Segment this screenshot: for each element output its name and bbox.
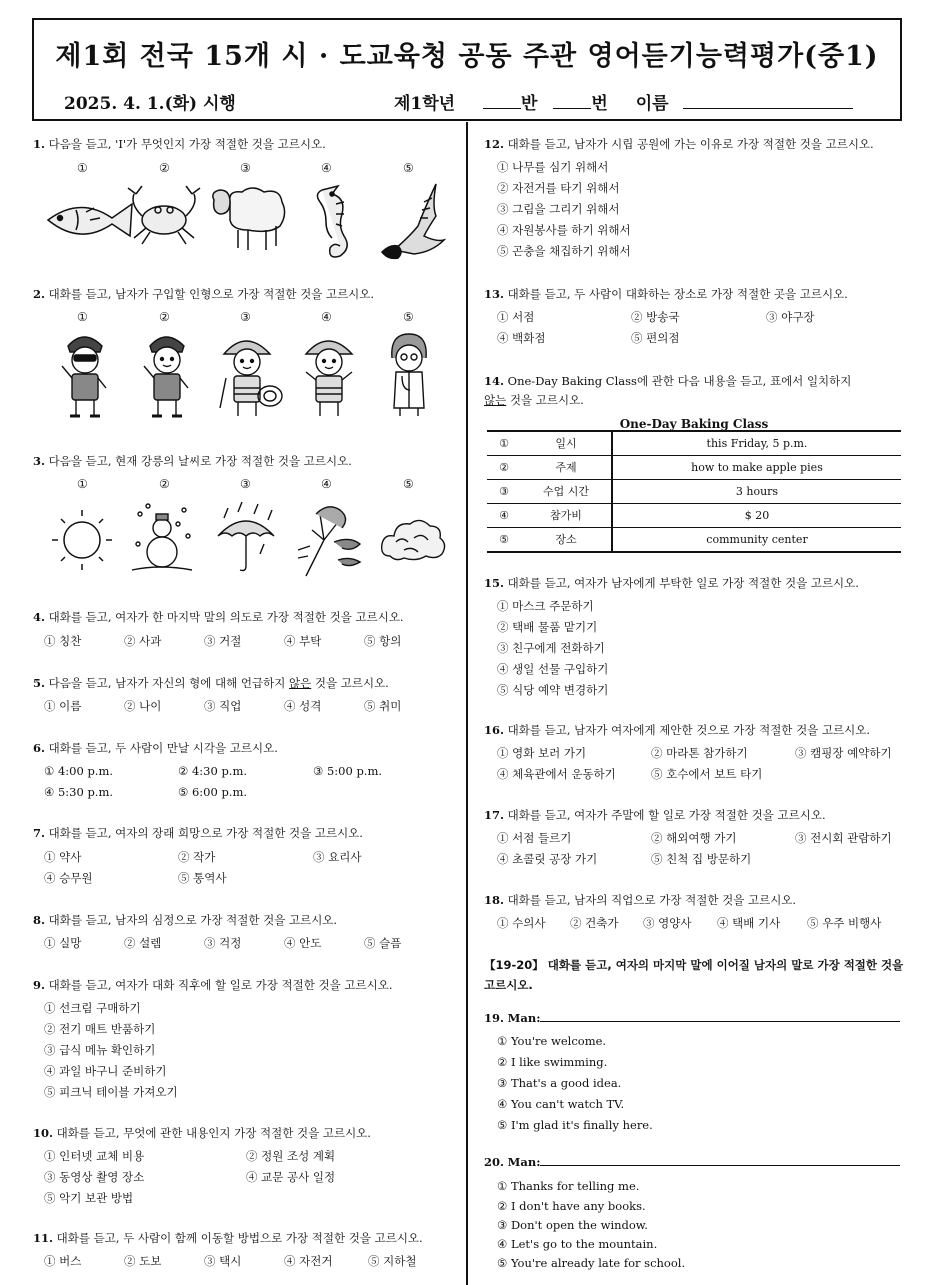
question-12: 12. 대화를 듣고, 남자가 시립 공원에 가는 이유로 가장 적절한 것을 고르시오. [484,137,874,151]
firefighter-doll-icon[interactable] [306,341,352,416]
question-text: 대화를 듣고, 남자가 여자에게 제안한 것으로 가장 적절한 것을 고르시오. [507,723,871,737]
option[interactable]: ④ 생일 선물 구입하기 [497,662,609,676]
option[interactable]: ④ 초콜릿 공장 가기 [497,852,598,866]
question-text: 대화를 듣고, 두 사람이 대화하는 장소로 가장 적절한 곳을 고르시오. [507,287,848,301]
rainy-umbrella-icon[interactable] [218,502,274,571]
question-19: 19. Man: [484,1011,541,1025]
option[interactable]: ⑤ 6:00 p.m. [178,785,248,799]
question-text: 대화를 듣고, 여자가 대화 직후에 할 일로 가장 적절한 것을 고르시오. [48,978,393,992]
choice-mark[interactable]: ⑤ [403,310,414,324]
option[interactable]: ⑤ I'm glad it's finally here. [497,1118,653,1132]
question-7: 7. 대화를 듣고, 여자의 장래 희망으로 가장 적절한 것을 고르시오. [33,826,363,840]
option[interactable]: ⑤ 우주 비행사 [807,916,882,930]
question-text: 대화를 듣고, 남자의 직업으로 가장 적절한 것을 고르시오. [507,893,797,907]
speaker-label: Man: [507,1155,541,1169]
option[interactable]: ④ 안도 [284,936,322,950]
question-text: 대화를 듣고, 여자가 한 마지막 말의 의도로 가장 적절한 것을 고르시오. [48,610,404,624]
question-18: 18. 대화를 듣고, 남자의 직업으로 가장 적절한 것을 고르시오. [484,893,797,907]
option[interactable]: ④ 교문 공사 일정 [246,1170,336,1184]
choice-mark[interactable]: ③ [240,477,251,491]
table-cell-label: 참가비 [521,504,612,528]
table-cell-label: 주제 [521,456,612,480]
police-doll-icon[interactable] [144,337,188,416]
option[interactable]: ⑤ 피크닉 테이블 가져오기 [44,1085,178,1099]
option[interactable]: ① You're welcome. [497,1034,607,1048]
table-title: One-Day Baking Class [619,417,769,431]
choice-mark[interactable]: ④ [321,477,332,491]
column-divider [466,122,468,1285]
choice-mark[interactable]: ② [159,477,170,491]
table-row[interactable] [487,504,901,528]
choice-mark[interactable]: ⑤ [403,477,414,491]
question-14: 14. One-Day Baking Class에 관한 다음 내용을 듣고, 표에서 일치하지 [484,374,852,388]
option[interactable]: ⑤ You're already late for school. [497,1256,686,1270]
table-row[interactable] [487,431,901,456]
choice-mark[interactable]: ③ [240,310,251,324]
option[interactable]: ④ 성격 [284,699,322,713]
question-text: 대화를 듣고, 무엇에 관한 내용인지 가장 적절한 것을 고르시오. [56,1126,371,1140]
exam-title: 제1회 전국 15개 시 · 도교육청 공동 주관 영어듣기능력평가(중1) [55,41,879,72]
table-row[interactable] [487,528,901,553]
speaker-label: Man: [507,1011,541,1025]
option[interactable]: ② 정원 조성 계획 [246,1149,336,1163]
question-14-line2: 않는 것을 고르시오. [484,393,584,407]
option[interactable]: ① 실망 [44,936,82,950]
answer-line[interactable] [540,1021,900,1022]
question-1 [33,134,326,154]
option[interactable]: ③ 그림을 그리기 위해서 [497,202,620,216]
exam-header [32,18,902,121]
option[interactable]: ④ 자전거 [284,1254,333,1268]
option[interactable]: ① 인터넷 교체 비용 [44,1149,145,1163]
name-field[interactable] [683,94,853,109]
option[interactable]: ⑤ 곤충을 채집하기 위해서 [497,244,631,258]
option[interactable]: ③ 야구장 [766,310,815,324]
option[interactable]: ③ 요리사 [313,850,362,864]
option[interactable]: ② 마라톤 참가하기 [651,746,748,760]
windy-icon[interactable] [298,507,360,576]
option[interactable]: ③ 5:00 p.m. [313,764,383,778]
question-5: 5. 다음을 듣고, 남자가 자신의 형에 대해 언급하지 않은 것을 고르시오. [33,676,389,690]
eagle-icon[interactable] [382,184,444,258]
option[interactable]: ① 약사 [44,850,82,864]
police-doll-sunglasses-icon[interactable] [62,337,106,416]
option[interactable]: ① 칭찬 [44,634,82,648]
question-17: 17. 대화를 듣고, 여자가 주말에 할 일로 가장 적절한 것을 고르시오. [484,808,826,822]
choice-mark[interactable]: ⑤ [403,161,414,175]
choice-mark[interactable]: ② [159,161,170,175]
table-cell-mark: ⑤ [487,528,521,553]
question-text: 대화를 듣고, 두 사람이 만날 시각을 고르시오. [48,741,278,755]
table-cell-value: how to make apple pies [612,456,901,480]
option[interactable]: ⑤ 통역사 [178,871,227,885]
exam-date: 2025. 4. 1.(화) 시행 [64,94,236,114]
class-field[interactable] [483,94,521,109]
option[interactable]: ⑤ 악기 보관 방법 [44,1191,134,1205]
choice-mark[interactable]: ③ [240,161,251,175]
fish-icon[interactable] [48,204,132,236]
seahorse-icon[interactable] [317,186,347,257]
option[interactable]: ⑤ 취미 [364,699,402,713]
option[interactable]: ④ You can't watch TV. [497,1097,625,1111]
option[interactable]: ② 자전거를 타기 위해서 [497,181,620,195]
q2-pictures [50,328,440,420]
option[interactable]: ① 영화 보러 가기 [497,746,587,760]
option[interactable]: ⑤ 편의점 [631,331,680,345]
option[interactable]: ② 해외여행 가기 [651,831,737,845]
crab-icon[interactable] [128,186,200,244]
table-row[interactable] [487,480,901,504]
instructions-19-20: 【19-20】 대화를 듣고, 여자의 마지막 말에 이어질 남자의 말로 가장 적절한 것을 고르시오. [484,958,904,992]
question-16: 16. 대화를 듣고, 남자가 여자에게 제안한 것으로 가장 적절한 것을 고르시오. [484,723,871,737]
option[interactable]: ⑤ 식당 예약 변경하기 [497,683,609,697]
option[interactable]: ① 서점 들르기 [497,831,572,845]
q1-pictures [40,180,450,262]
option[interactable]: ③ 거절 [204,634,242,648]
option[interactable]: ① 마스크 주문하기 [497,599,594,613]
question-number: 1. [33,137,46,151]
name-label: 이름 [635,94,669,114]
firefighter-doll-hose-icon[interactable] [220,341,282,416]
option[interactable]: ③ 걱정 [204,936,242,950]
option[interactable]: ④ 부탁 [284,634,322,648]
option[interactable]: ③ 동영상 촬영 장소 [44,1170,145,1184]
doctor-doll-icon[interactable] [392,334,426,416]
option[interactable]: ① 버스 [44,1254,82,1268]
option[interactable]: ② 도보 [124,1254,162,1268]
table-cell-mark: ① [487,431,521,456]
student-info [394,89,853,114]
underlined-word: 않은 [289,676,312,690]
question-text: 대화를 듣고, 여자가 주말에 할 일로 가장 적절한 것을 고르시오. [507,808,826,822]
option[interactable]: ② 택배 물품 맡기기 [497,620,598,634]
question-2: 2. 대화를 듣고, 남자가 구입할 인형으로 가장 적절한 것을 고르시오. [33,287,375,301]
option[interactable]: ④ 체육관에서 운동하기 [497,767,616,781]
choice-mark[interactable]: ④ [321,161,332,175]
option[interactable]: ③ 친구에게 전화하기 [497,641,605,655]
option[interactable]: ⑤ 지하철 [368,1254,417,1268]
option[interactable]: ② I don't have any books. [497,1199,646,1213]
option[interactable]: ① Thanks for telling me. [497,1179,640,1193]
table-cell-mark: ③ [487,480,521,504]
question-text: One-Day Baking Class에 관한 다음 내용을 듣고, 표에서 일치하지 [507,374,852,388]
option[interactable]: ⑤ 항의 [364,634,402,648]
option[interactable]: ② 설렘 [124,936,162,950]
option[interactable]: ① 4:00 p.m. [44,764,114,778]
option[interactable]: ③ 영양사 [643,916,692,930]
option[interactable]: ③ Don't open the window. [497,1218,648,1232]
option[interactable]: ④ 택배 기사 [717,916,781,930]
choice-mark[interactable]: ② [159,310,170,324]
option[interactable]: ③ 캠핑장 예약하기 [795,746,892,760]
choice-mark[interactable]: ① [77,310,88,324]
option[interactable]: ⑤ 슬픔 [364,936,402,950]
question-15: 15. 대화를 듣고, 여자가 남자에게 부탁한 일로 가장 적절한 것을 고르시오. [484,576,859,590]
snowy-icon[interactable] [132,504,192,570]
option[interactable]: ② 나이 [124,699,162,713]
option[interactable]: ② 방송국 [631,310,680,324]
option[interactable]: ② 전기 매트 반품하기 [44,1022,156,1036]
option[interactable]: ⑤ 호수에서 보트 타기 [651,767,763,781]
question-text: 대화를 듣고, 여자의 장래 희망으로 가장 적절한 것을 고르시오. [48,826,363,840]
question-3: 3. 다음을 듣고, 현재 강릉의 날씨로 가장 적절한 것을 고르시오. [33,454,352,468]
option[interactable]: ② 사과 [124,634,162,648]
option[interactable]: ① 나무를 심기 위해서 [497,160,609,174]
option[interactable]: ③ 급식 메뉴 확인하기 [44,1043,156,1057]
option[interactable]: ⑤ 친척 집 방문하기 [651,852,752,866]
option[interactable]: ④ 자원봉사를 하기 위해서 [497,223,631,237]
table-row[interactable] [487,456,901,480]
q3-pictures [48,500,448,580]
option[interactable]: ② I like swimming. [497,1055,608,1069]
table-cell-label: 일시 [521,431,612,456]
sunny-icon[interactable] [52,510,112,570]
option[interactable]: ④ 과일 바구니 준비하기 [44,1064,167,1078]
table-cell-label: 수업 시간 [521,480,612,504]
option[interactable]: ② 작가 [178,850,216,864]
question-8: 8. 대화를 듣고, 남자의 심정으로 가장 적절한 것을 고르시오. [33,913,338,927]
option[interactable]: ③ 직업 [204,699,242,713]
baking-class-table [487,430,901,553]
option[interactable]: ① 수의사 [497,916,546,930]
grade-label: 제1학년 [394,94,456,114]
number-label: 번 [591,94,608,114]
option[interactable]: ④ Let's go to the mountain. [497,1237,658,1251]
table-cell-value: community center [612,528,901,553]
option[interactable]: ③ 전시회 관람하기 [795,831,892,845]
question-11: 11. 대화를 듣고, 두 사람이 함께 이동할 방법으로 가장 적절한 것을 고르시오. [33,1231,423,1245]
question-text: 다음을 듣고, 현재 강릉의 날씨로 가장 적절한 것을 고르시오. [48,454,352,468]
table-cell-value: this Friday, 5 p.m. [612,431,901,456]
question-6: 6. 대화를 듣고, 두 사람이 만날 시각을 고르시오. [33,741,278,755]
table-cell-mark: ④ [487,504,521,528]
number-field[interactable] [553,94,591,109]
table-cell-label: 장소 [521,528,612,553]
question-4: 4. 대화를 듣고, 여자가 한 마지막 말의 의도로 가장 적절한 것을 고르시오. [33,610,404,624]
question-13: 13. 대화를 듣고, 두 사람이 대화하는 장소로 가장 적절한 곳을 고르시오. [484,287,848,301]
question-text: 다음을 듣고, 'I'가 무엇인지 가장 적절한 것을 고르시오. [48,137,326,151]
cloudy-icon[interactable] [382,520,445,559]
question-text: 대화를 듣고, 남자의 심정으로 가장 적절한 것을 고르시오. [48,913,338,927]
option[interactable]: ④ 백화점 [497,331,546,345]
table-cell-value: $ 20 [612,504,901,528]
answer-line[interactable] [540,1165,900,1166]
table-cell-mark: ② [487,456,521,480]
question-text: 대화를 듣고, 여자가 남자에게 부탁한 일로 가장 적절한 것을 고르시오. [507,576,859,590]
class-label: 반 [521,94,538,114]
choice-mark[interactable]: ① [77,477,88,491]
sheep-icon[interactable] [213,188,285,250]
question-9: 9. 대화를 듣고, 여자가 대화 직후에 할 일로 가장 적절한 것을 고르시오. [33,978,393,992]
choice-mark[interactable]: ① [77,161,88,175]
option[interactable]: ① 이름 [44,699,82,713]
underlined-word: 않는 [484,393,507,407]
option[interactable]: ③ That's a good idea. [497,1076,622,1090]
choice-mark[interactable]: ④ [321,310,332,324]
table-cell-value: 3 hours [612,480,901,504]
question-20: 20. Man: [484,1155,541,1169]
option[interactable]: ② 건축가 [570,916,619,930]
question-text: 대화를 듣고, 두 사람이 함께 이동할 방법으로 가장 적절한 것을 고르시오. [56,1231,423,1245]
option[interactable]: ④ 승무원 [44,871,93,885]
option[interactable]: ② 4:30 p.m. [178,764,248,778]
question-text: 대화를 듣고, 남자가 구입할 인형으로 가장 적절한 것을 고르시오. [48,287,375,301]
option[interactable]: ④ 5:30 p.m. [44,785,114,799]
option[interactable]: ① 서점 [497,310,535,324]
question-text: 대화를 듣고, 남자가 시립 공원에 가는 이유로 가장 적절한 것을 고르시오. [507,137,874,151]
question-10: 10. 대화를 듣고, 무엇에 관한 내용인지 가장 적절한 것을 고르시오. [33,1126,371,1140]
option[interactable]: ① 선크림 구매하기 [44,1001,141,1015]
option[interactable]: ③ 택시 [204,1254,242,1268]
